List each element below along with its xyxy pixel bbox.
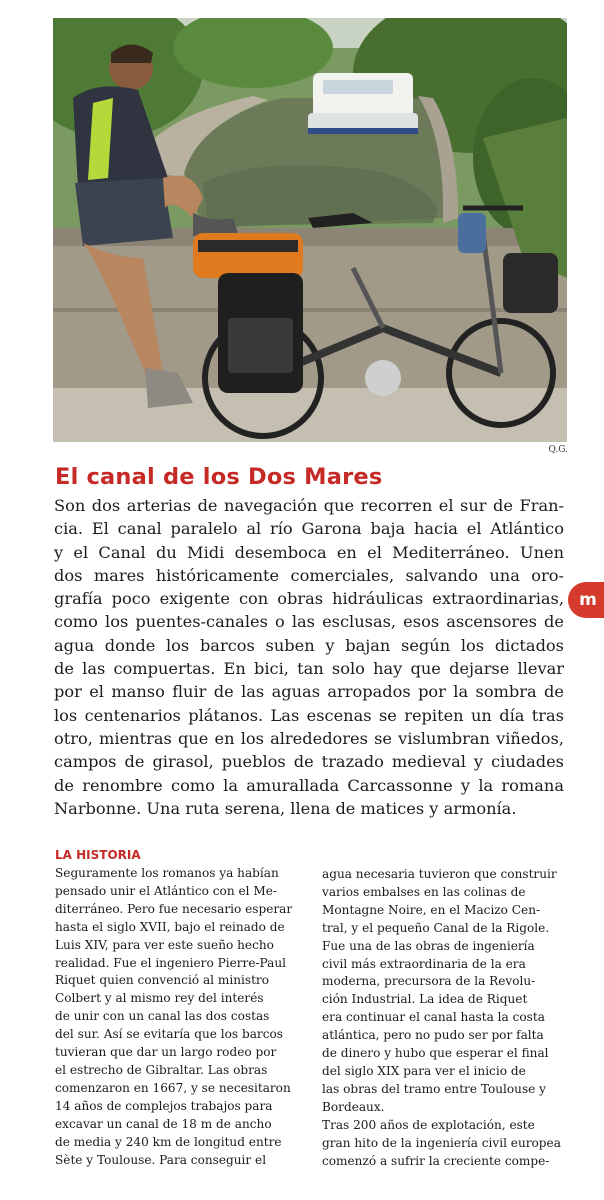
body-line: Bordeaux. (322, 1099, 385, 1114)
body-line: comenzó a sufrir la creciente compe- (322, 1153, 550, 1168)
section-heading: LA HISTORIA (55, 848, 141, 862)
lead-line: por el manso fluir de las aguas arropados por la sombra de (54, 682, 564, 702)
body-line: del sur. Así se evitaría que los barcos (55, 1027, 283, 1042)
body-line: de dinero y hubo que esperar el final (322, 1046, 549, 1061)
body-line: ción Industrial. La idea de Riquet (322, 992, 528, 1007)
body-line: Riquet quien convenció al ministro (55, 973, 269, 988)
body-line: las obras del tramo entre Toulouse y (322, 1081, 547, 1096)
lead-line: cia. El canal paralelo al río Garona baja hacia el Atlántico (54, 519, 564, 539)
body-line: tral, y el pequeño Canal de la Rigole. (322, 920, 550, 935)
lead-line: grafía poco exigente con obras hidráulicas extraordinarias, (54, 589, 564, 609)
photo-cyclist-at-canal-lock (53, 18, 567, 442)
body-line: Luis XIV, para ver este sueño hecho (55, 937, 274, 952)
body-line: de unir con un canal las dos costas (55, 1009, 270, 1024)
lead-line: y el Canal du Midi desemboca en el Mediterráneo. Unen (54, 542, 564, 562)
photo-credit: Q.G. (548, 445, 568, 455)
body-line: agua necesaria tuvieron que construir (322, 867, 557, 881)
lead-line: los centenarios plátanos. Las escenas se repiten un día tras (54, 705, 564, 725)
body-line: Colbert y al mismo rey del interés (55, 991, 264, 1006)
body-line: realidad. Fue el ingeniero Pierre-Paul (55, 955, 287, 970)
section-tab-marker: m (568, 582, 604, 618)
body-line: Sète y Toulouse. Para conseguir el (55, 1152, 267, 1167)
body-line: 14 años de complejos trabajos para (55, 1098, 273, 1113)
lead-line: Son dos arterias de navegación que recorren el sur de Fran- (54, 496, 564, 515)
body-line: hasta el siglo XVII, bajo el reinado de (55, 919, 285, 934)
lead-line: como los puentes-canales o las esclusas, esos ascensores de (54, 612, 564, 632)
article-title: El canal de los Dos Mares (55, 464, 383, 490)
body-line: pensado unir el Atlántico con el Me- (55, 883, 277, 898)
body-line: Fue una de las obras de ingeniería (322, 938, 535, 953)
body-line: civil más extraordinaria de la era (322, 956, 526, 971)
photo-illustration (53, 18, 567, 442)
lead-line: otro, mientras que en los alrededores se vislumbran viñedos, (54, 728, 564, 748)
body-line: era continuar el canal hasta la costa (322, 1010, 545, 1025)
body-line: atlántica, pero no pudo ser por falta (322, 1028, 544, 1043)
body-column-left (55, 865, 305, 1169)
body-line: diterráneo. Pero fue necesario esperar (55, 901, 293, 916)
body-line: tuvieran que dar un largo rodeo por (55, 1045, 277, 1060)
lead-line: campos de girasol, pueblos de trazado medieval y ciudades (54, 752, 564, 772)
body-line: de media y 240 km de longitud entre (55, 1134, 282, 1149)
body-line: excavar un canal de 18 m de ancho (55, 1116, 272, 1131)
body-line: Seguramente los romanos ya habían (55, 866, 279, 880)
body-line: varios embalses en las colinas de (322, 884, 526, 899)
body-line: moderna, precursora de la Revolu- (322, 974, 536, 989)
body-line: Montagne Noire, en el Macizo Cen- (322, 902, 541, 917)
lead-line: agua donde los barcos suben y bajan según los dictados (54, 635, 564, 655)
body-line: del siglo XIX para ver el inicio de (322, 1063, 526, 1078)
lead-paragraph (54, 494, 564, 820)
lead-line: Narbonne. Una ruta serena, llena de matices y armonía. (54, 798, 517, 818)
lead-line: de las compuertas. En bici, tan solo hay que dejarse llevar (54, 659, 564, 679)
body-line: gran hito de la ingeniería civil europea (322, 1135, 561, 1150)
body-line: comenzaron en 1667, y se necesitaron (55, 1080, 291, 1095)
body-column-right (322, 866, 572, 1170)
body-line: el estrecho de Gibraltar. Las obras (55, 1062, 268, 1077)
body-line: Tras 200 años de explotación, este (322, 1117, 535, 1132)
lead-line: dos mares históricamente comerciales, salvando una oro- (54, 565, 564, 585)
lead-line: de renombre como la amurallada Carcassonne y la romana (54, 775, 564, 795)
